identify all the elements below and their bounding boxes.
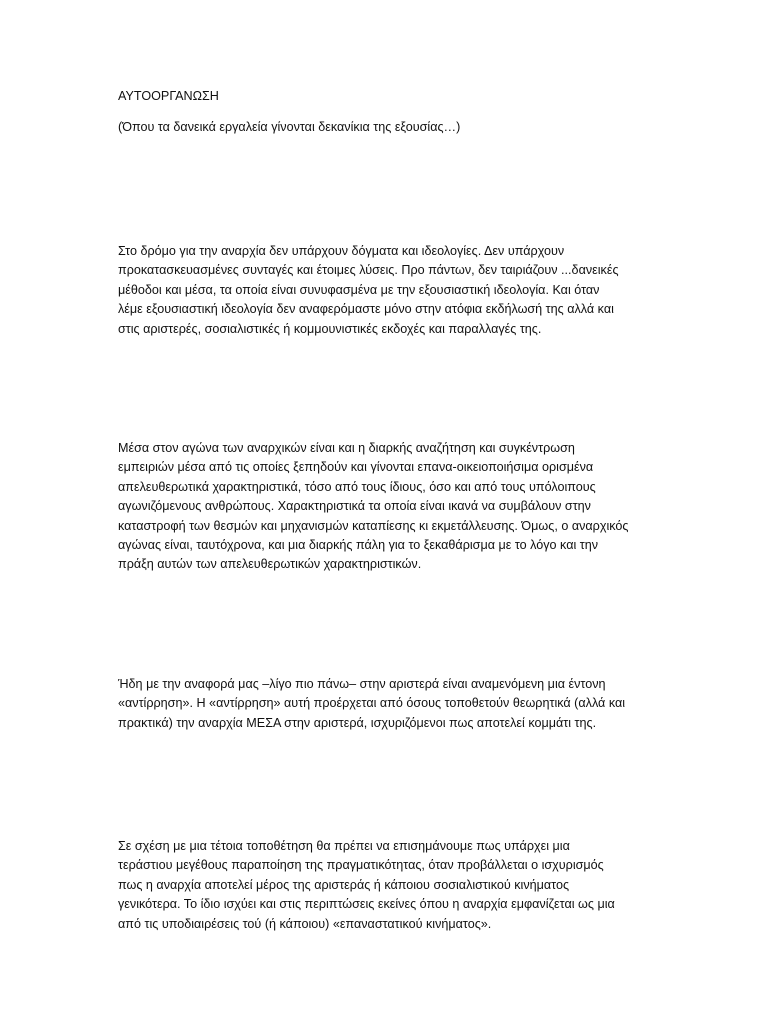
- paragraph-line: Σε σχέση με μια τέτοια τοποθέτηση θα πρέπει να επισημάνουμε πως υπάρχει μια: [118, 839, 570, 853]
- paragraph-line: καταστροφή των θεσμών και μηχανισμών καταπίεσης κι εκμετάλλευσης. Όμως, ο αναρχικός: [118, 518, 629, 533]
- paragraph-line: πως η αναρχία αποτελεί μέρος της αριστεράς ή κάποιου σοσιαλιστικού κινήματος: [118, 877, 570, 892]
- document-subtitle: (Όπου τα δανεικά εργαλεία γίνονται δεκανίκια της εξουσίας…): [118, 120, 461, 134]
- paragraph-line: προκατασκευασμένες συνταγές και έτοιμες λύσεις. Προ πάντων, δεν ταιριάζουν ...δανεικές: [118, 263, 619, 278]
- paragraph-line: απελευθερωτικά χαρακτηριστικά, τόσο από τους ίδιους, όσο και από τους υπόλοιπους: [118, 479, 596, 494]
- paragraph-line: μέθοδοι και μέσα, τα οποία είναι συνυφασμένα με την εξουσιαστική ιδεολογία. Και όταν: [118, 282, 600, 297]
- paragraph-line: «αντίρρηση». Η «αντίρρηση» αυτή προέρχεται από όσους τοποθετούν θεωρητικά (αλλά και: [118, 696, 626, 711]
- paragraph-intro: [118, 242, 663, 339]
- paragraph-struggle: [118, 439, 663, 575]
- document-title: ΑΥΤΟΟΡΓΑΝΩΣΗ: [118, 89, 219, 103]
- paragraph-line: γενικότερα. Το ίδιο ισχύει και στις περιπτώσεις εκείνες όπου η αναρχία εμφανίζεται ως μια: [118, 897, 615, 912]
- paragraph-line: αγωνιζόμενους ανθρώπους. Χαρακτηριστικά τα οποία είναι ικανά να συμβάλουν στην: [118, 499, 591, 514]
- paragraph-line: Μέσα στον αγώνα των αναρχικών είναι και η διαρκής αναζήτηση και συγκέντρωση: [118, 441, 575, 455]
- paragraph-line: εμπειριών μέσα από τις οποίες ξεπηδούν και γίνονται επανα-οικειοποιήσιμα ορισμένα: [118, 460, 594, 475]
- paragraph-line: πράξη αυτών των απελευθερωτικών χαρακτηριστικών.: [118, 557, 422, 572]
- paragraph-line: Στο δρόμο για την αναρχία δεν υπάρχουν δόγματα και ιδεολογίες. Δεν υπάρχουν: [118, 244, 565, 258]
- paragraph-line: λέμε εξουσιαστική ιδεολογία δεν αναφερόμαστε μόνο στην ατόφια εκδήλωσή της αλλά και: [118, 302, 614, 317]
- paragraph-line: πρακτικά) την αναρχία ΜΕΣΑ στην αριστερά, ισχυριζόμενοι πως αποτελεί κομμάτι της.: [118, 715, 597, 730]
- paragraph-line: στις αριστερές, σοσιαλιστικές ή κομμουνιστικές εκδοχές και παραλλαγές της.: [118, 321, 542, 336]
- paragraph-line: τεράστιου μεγέθους παραποίηση της πραγματικότητας, όταν προβάλλεται ο ισχυρισμός: [118, 858, 604, 873]
- paragraph-line: αγώνας είναι, ταυτόχρονα, και μια διαρκής πάλη για το ξεκαθάρισμα με το λόγο και την: [118, 538, 599, 553]
- paragraph-distortion: [118, 837, 663, 934]
- paragraph-line: Ήδη με την αναφορά μας –λίγο πιο πάνω– στην αριστερά είναι αναμενόμενη μια έντονη: [118, 677, 606, 691]
- paragraph-objection: [118, 675, 663, 733]
- paragraph-line: από τις υποδιαιρέσεις τού (ή κάποιου) «επαναστατικού κινήματος».: [118, 916, 492, 931]
